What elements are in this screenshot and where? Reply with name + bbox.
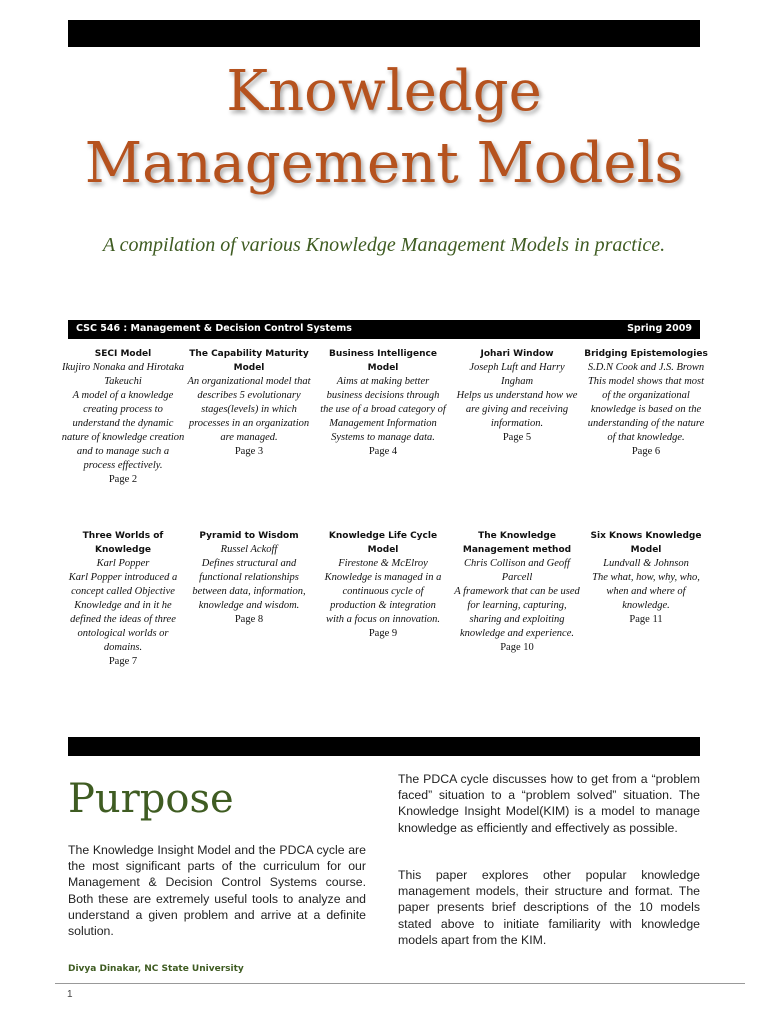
model-description: The what, how, why, who, when and where of knowledge. [592,572,700,611]
model-author: Lundvall & Johnson [603,558,689,569]
model-name: Business Intelligence Model [329,349,437,373]
model-page-ref: Page 6 [631,446,661,457]
model-name: Six Knows Knowledge Model [590,531,702,555]
title-line-2: Management Models [84,131,684,196]
model-description: Aims at making better business decisions through the use of a broad category of Management Information Systems to manage data. [320,376,446,443]
model-cell-three-worlds [60,529,186,669]
model-description: This model shows that most of the organizational knowledge is based on the understanding of the nature of that knowledge. [587,376,705,443]
model-author: Ikujiro Nonaka and Hirotaka Takeuchi [61,362,184,387]
model-description: Defines structural and functional relationships between data, information, knowledge and wisdom. [192,558,306,611]
model-author: Chris Collison and Geoff Parcell [464,558,570,583]
model-page-ref: Page 3 [234,446,264,457]
model-description: A framework that can be used for learning, capturing, sharing and exploiting knowledge and experience. [454,586,580,639]
purpose-paragraph-right-2: This paper explores other popular knowledge management models, their structure and format. The paper presents brief descriptions of the 10 models stated above to initiate familiarity with knowledge models apart from the KIM. [398,868,700,947]
subtitle: A compilation of various Knowledge Management Models in practice. [102,234,666,256]
top-decorative-bar [68,20,700,47]
model-author: S.D.N Cook and J.S. Brown [587,362,705,373]
model-name: Johari Window [480,349,554,359]
model-cell-knowledge-life-cycle [320,529,446,641]
model-page-ref: Page 7 [108,656,138,667]
model-author: Russel Ackoff [220,544,278,555]
model-author: Karl Popper [96,558,150,569]
model-author: Joseph Luft and Harry Ingham [469,362,565,387]
model-name: The Knowledge Management method [462,531,572,555]
model-cell-seci [60,347,186,487]
model-cell-business-intelligence [320,347,446,459]
model-name: Three Worlds of Knowledge [82,531,164,555]
course-header-bar [68,320,700,339]
model-name: The Capability Maturity Model [189,349,309,373]
model-name: Knowledge Life Cycle Model [328,531,438,555]
title-line-1: Knowledge [226,59,542,124]
model-cell-six-knows [583,529,709,627]
purpose-paragraph-left: The Knowledge Insight Model and the PDCA cycle are the most significant parts of the curriculum for our Management & Decision Control Systems course. Both these are extremely useful tools to analyze and understand a given problem and arrive at a definite solution. [68,843,366,939]
model-description: A model of a knowledge creating process to understand the dynamic nature of knowledge creation and to manage such a process effectively. [61,390,185,471]
model-page-ref: Page 9 [368,628,398,639]
model-description: Helps us understand how we are giving and receiving information. [456,390,578,429]
model-cell-capability-maturity [186,347,312,459]
model-page-ref: Page 4 [368,446,398,457]
model-name: Bridging Epistemologies [584,349,708,359]
term-label: Spring 2009 [627,323,692,334]
purpose-paragraph-right-1: The PDCA cycle discusses how to get from a “problem faced” situation to a “problem solved” situation. The Knowledge Insight Model(KIM) is a model to manage knowledge as efficiently and effectively as possible. [398,772,700,835]
model-cell-johari-window [454,347,580,445]
course-label: CSC 546 : Management & Decision Control Systems [76,323,352,334]
purpose-heading: Purpose [68,776,234,822]
section-divider-bar [68,737,700,756]
model-cell-km-method [454,529,580,655]
model-page-ref: Page 5 [502,432,532,443]
footer-rule [55,983,745,984]
model-description: Knowledge is managed in a continuous cycle of production & integration with a focus on innovation. [324,572,442,625]
page-number: 1 [67,989,73,1000]
model-name: Pyramid to Wisdom [199,531,299,541]
footer-credit: Divya Dinakar, NC State University [68,964,244,974]
model-page-ref: Page 8 [234,614,264,625]
model-name: SECI Model [94,349,152,359]
model-page-ref: Page 10 [500,642,534,653]
model-author: Firestone & McElroy [338,558,428,569]
model-cell-pyramid-to-wisdom [186,529,312,627]
model-description: Karl Popper introduced a concept called Objective Knowledge and in it he defined the ideas of three ontological worlds or domains. [68,572,178,653]
model-description: An organizational model that describes 5 evolutionary stages(levels) in which processes in an organization are managed. [187,376,311,443]
model-page-ref: Page 11 [629,614,663,625]
model-page-ref: Page 2 [108,474,138,485]
model-cell-bridging-epistemologies [583,347,709,459]
